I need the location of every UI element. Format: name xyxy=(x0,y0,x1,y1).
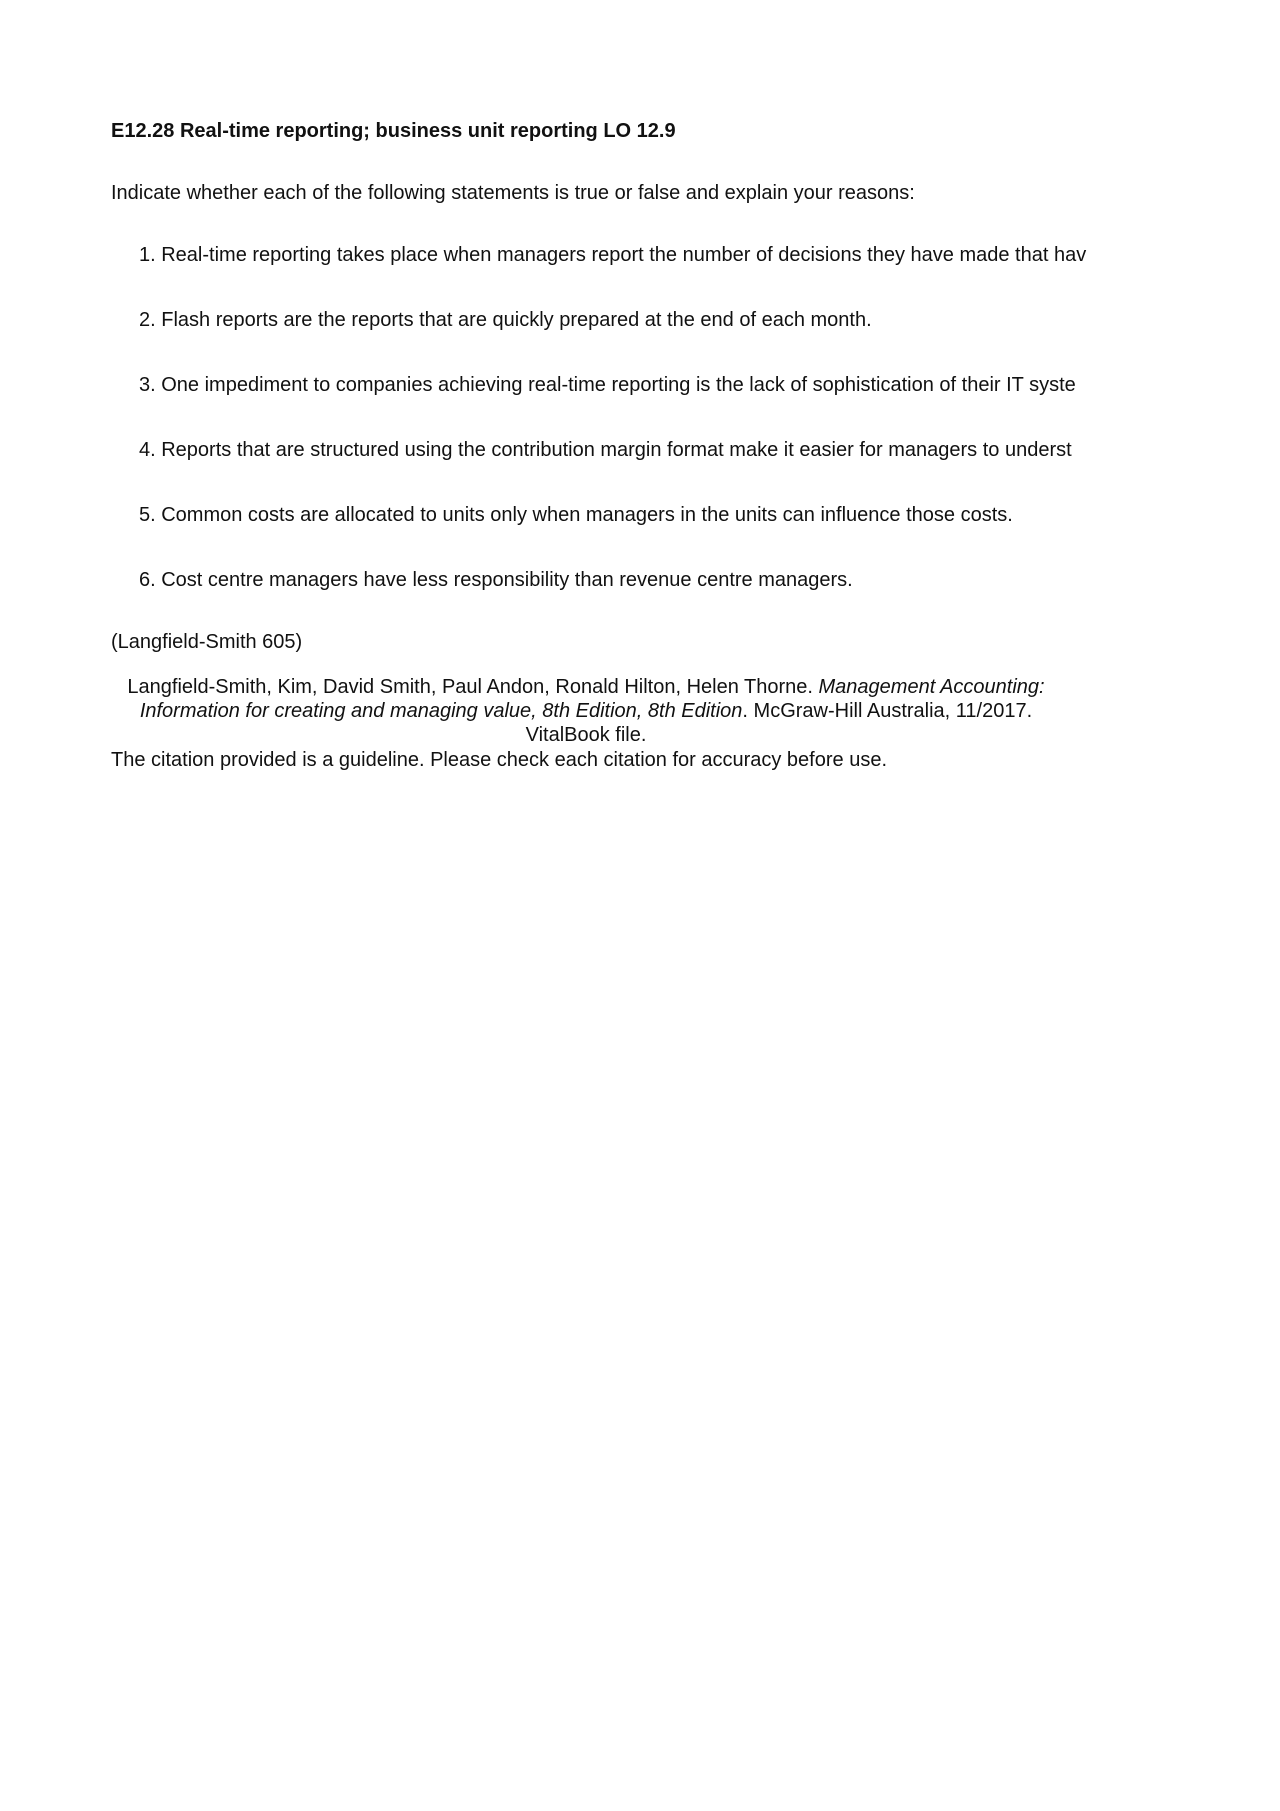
citation-title: Management Accounting: Information for creating and managing value, 8th Edition, 8th Edition xyxy=(139,676,1045,722)
statement-item: 3. One impediment to companies achieving real-time reporting is the lack of sophistication of their IT syste xyxy=(139,374,1076,396)
statement-list xyxy=(111,242,1171,593)
citation-authors: Langfield-Smith, Kim, David Smith, Paul Andon, Ronald Hilton, Helen Thorne. xyxy=(127,676,819,698)
statement-item: 2. Flash reports are the reports that are quickly prepared at the end of each month. xyxy=(139,309,872,331)
statement-item: 5. Common costs are allocated to units only when managers in the units can influence those costs. xyxy=(139,504,1013,526)
in-text-reference: (Langfield-Smith 605) xyxy=(111,631,303,653)
document-content xyxy=(111,118,1171,773)
citation xyxy=(111,675,1061,747)
citation-publisher: . McGraw-Hill Australia, 11/2017. VitalBook file. xyxy=(525,700,1033,746)
statement-item: 4. Reports that are structured using the contribution margin format make it easier for managers to underst xyxy=(139,439,1072,461)
citation-disclaimer: The citation provided is a guideline. Please check each citation for accuracy before use. xyxy=(111,749,887,771)
statement-item: 6. Cost centre managers have less responsibility than revenue centre managers. xyxy=(139,569,853,591)
statement-item: 1. Real-time reporting takes place when managers report the number of decisions they have made that hav xyxy=(139,244,1087,266)
exercise-heading: E12.28 Real-time reporting; business unit reporting LO 12.9 xyxy=(111,120,676,142)
instructions: Indicate whether each of the following statements is true or false and explain your reasons: xyxy=(111,182,915,204)
